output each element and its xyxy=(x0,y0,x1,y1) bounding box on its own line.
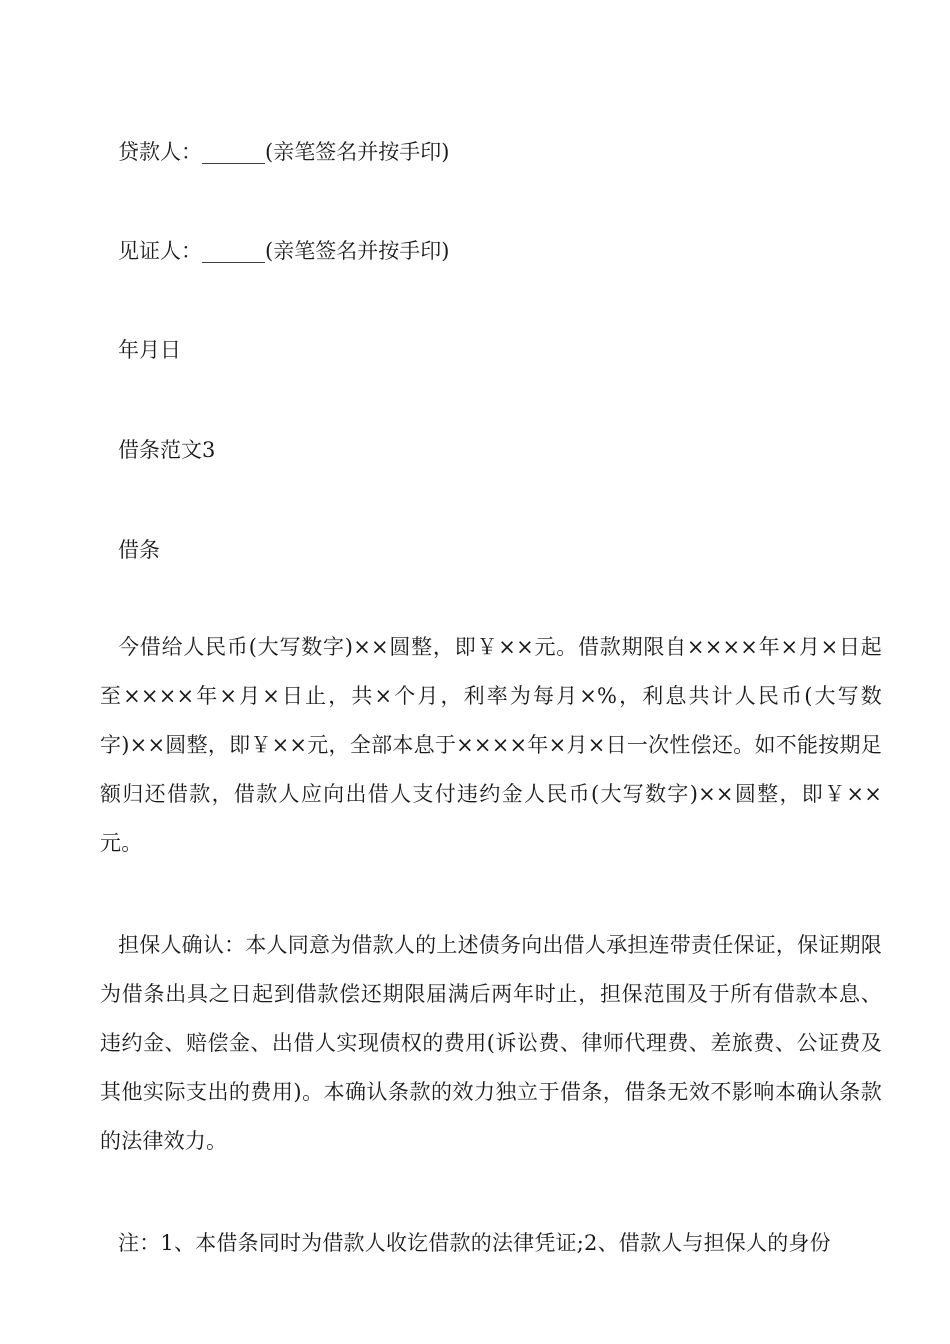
section-title: 借条范文3 xyxy=(118,438,216,462)
note-paragraph: 注：1、本借条同时为借款人收讫借款的法律凭证;2、借款人与担保人的身份 xyxy=(118,1231,831,1255)
document-title: 借条 xyxy=(118,538,160,562)
loan-terms-paragraph: 今借给人民币(大写数字)××圆整，即￥××元。借款期限自××××年×月×日起至××××年×月×日止，共×个月，利率为每月×%，利息共计人民币(大写数字)××圆整，即￥××元，全部本息于××××年×月×日一次性偿还。如不能按期足额归还借款，借款人应向出借人支付违约金人民币(大写数字)××圆整，即￥××元。 xyxy=(100,635,882,855)
lender-signature-line: 贷款人：______(亲笔签名并按手印) xyxy=(118,140,450,164)
witness-signature-line: 见证人：______(亲笔签名并按手印) xyxy=(118,239,450,263)
guarantor-confirmation-paragraph: 担保人确认：本人同意为借款人的上述债务向出借人承担连带责任保证，保证期限为借条出具之日起到借款偿还期限届满后两年时止，担保范围及于所有借款本息、违约金、赔偿金、出借人实现债权的费用(诉讼费、律师代理费、差旅费、公证费及其他实际支出的费用)。本确认条款的效力独立于借条，借条无效不影响本确认条款的法律效力。 xyxy=(100,933,882,1153)
date-line: 年月日 xyxy=(118,338,181,362)
